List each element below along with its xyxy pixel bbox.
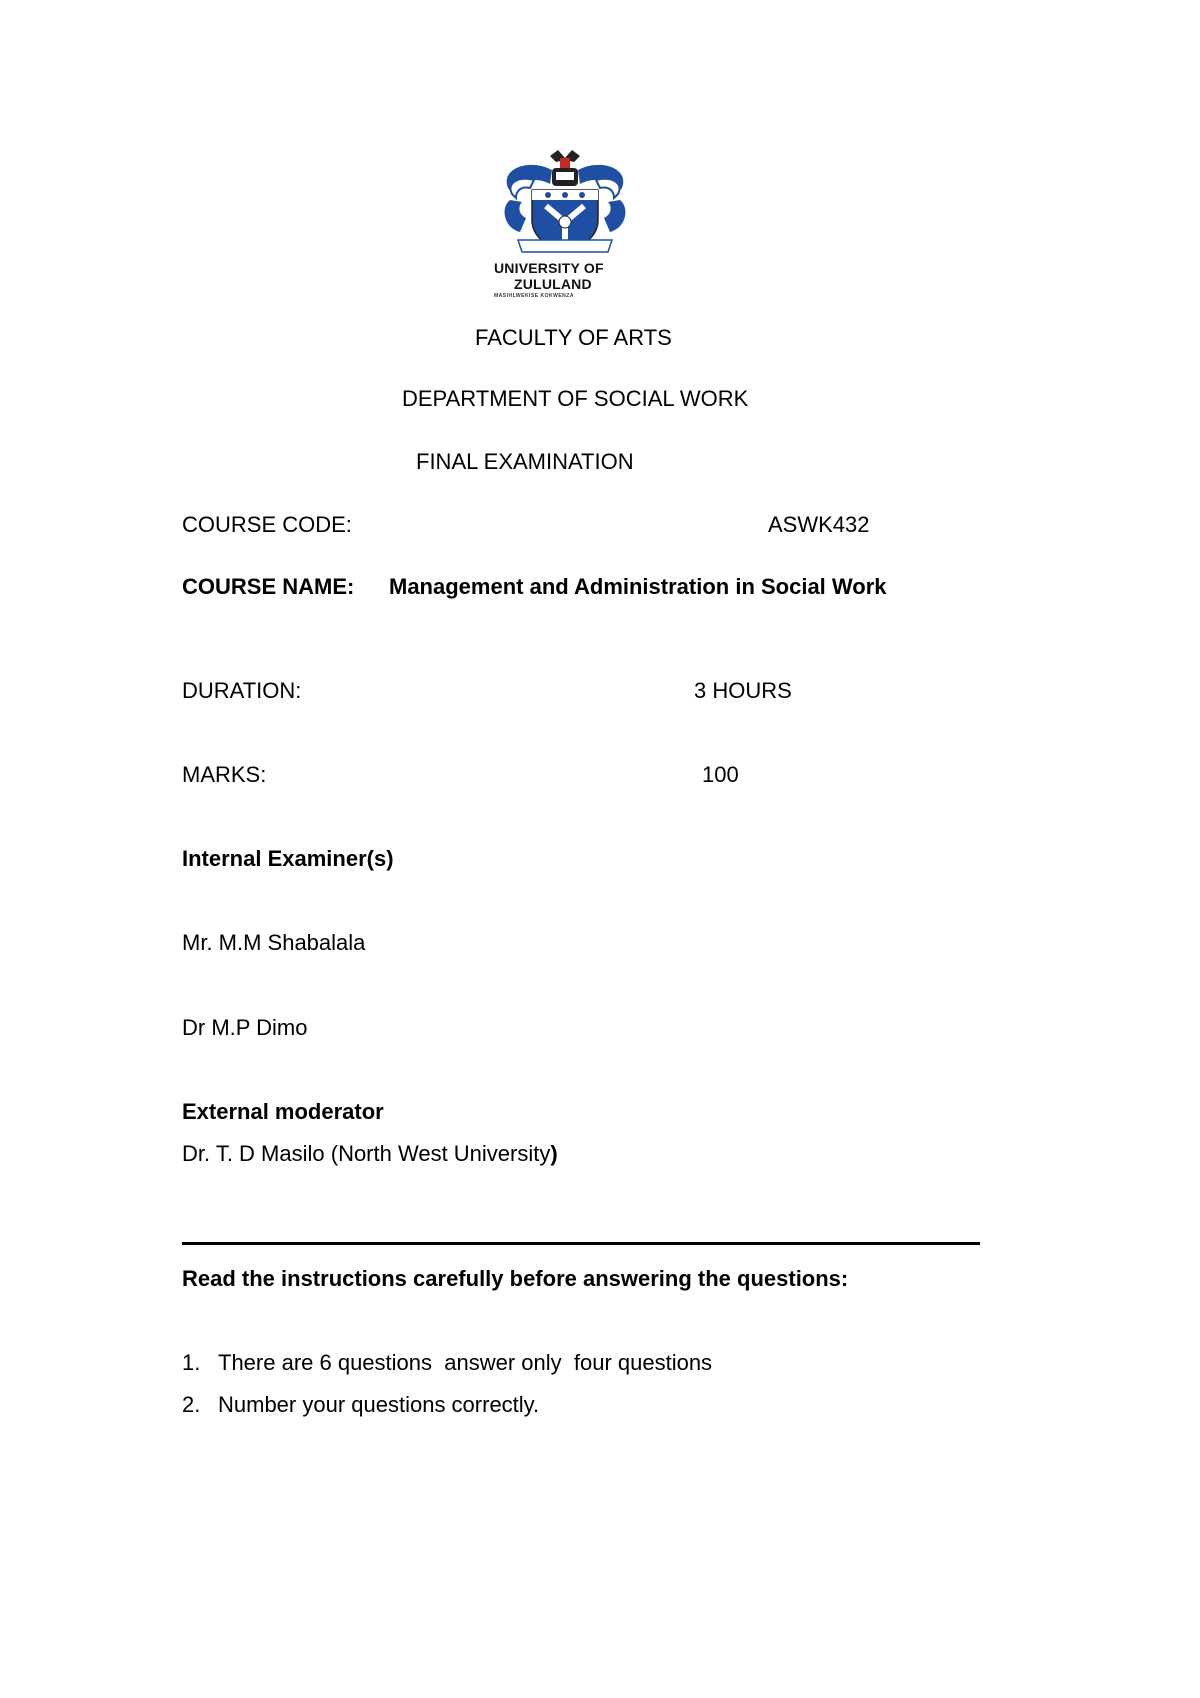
marks-value: 100 [702, 762, 739, 787]
internal-examiner-1: Mr. M.M Shabalala [182, 930, 366, 955]
duration-value: 3 HOURS [694, 678, 792, 703]
course-code-label: COURSE CODE: [182, 512, 352, 537]
external-moderator-text: Dr. T. D Masilo (North West University [182, 1141, 551, 1166]
logo-text-line2: ZULULAND [514, 276, 592, 292]
university-crest-icon [490, 148, 640, 258]
instruction-2-number: 2. [182, 1392, 201, 1417]
internal-examiner-2: Dr M.P Dimo [182, 1015, 308, 1040]
duration-label: DURATION: [182, 678, 302, 703]
logo-motto: MASIHLWEKISE KOKWENZA [494, 293, 574, 299]
course-name-value: Management and Administration in Social Work [389, 574, 887, 599]
exam-title: FINAL EXAMINATION [416, 449, 634, 474]
instruction-1-text: There are 6 questions answer only four questions [218, 1350, 713, 1375]
course-name-label: COURSE NAME: [182, 574, 355, 599]
faculty-title: FACULTY OF ARTS [475, 325, 672, 350]
external-moderator-close-paren: ) [550, 1141, 558, 1166]
university-logo [490, 148, 640, 298]
separator-line [182, 1242, 980, 1245]
marks-label: MARKS: [182, 762, 267, 787]
internal-examiners-heading: Internal Examiner(s) [182, 846, 394, 871]
instructions-heading: Read the instructions carefully before answering the questions: [182, 1266, 849, 1291]
external-moderator-name [182, 1141, 558, 1167]
course-code-value: ASWK432 [768, 512, 870, 537]
external-moderator-heading: External moderator [182, 1099, 384, 1124]
instruction-1-number: 1. [182, 1350, 201, 1375]
logo-text-line1: UNIVERSITY OF [494, 260, 604, 276]
department-title: DEPARTMENT OF SOCIAL WORK [402, 386, 749, 411]
instruction-2-text: Number your questions correctly. [218, 1392, 540, 1417]
